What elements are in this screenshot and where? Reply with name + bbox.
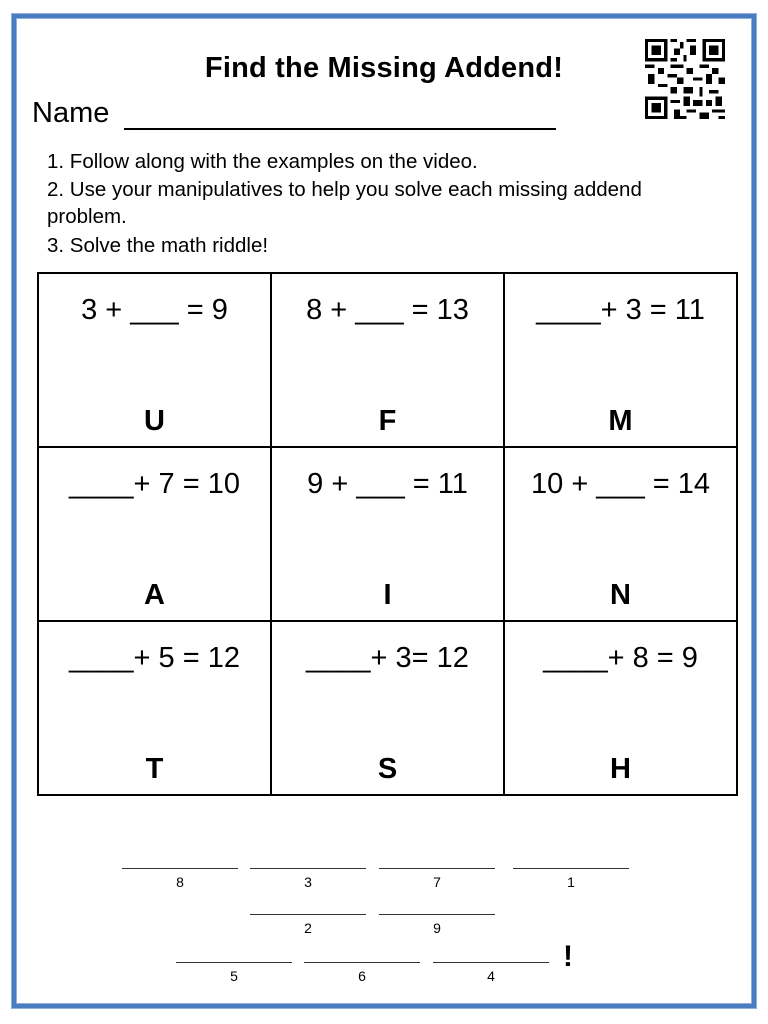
instruction-1: 1. Follow along with the examples on the video. [47,150,478,173]
answer-letter: T [145,753,164,785]
riddle-blank[interactable] [513,868,629,902]
riddle-number: 3 [304,874,312,890]
riddle-blank[interactable] [379,868,495,902]
equation: ____+ 3 = 11 [536,294,705,326]
instruction-2: 2. Use your manipulatives to help you solve each missing addend [47,178,642,201]
problem-cell[interactable] [504,447,737,621]
riddle-blank[interactable] [379,914,495,948]
riddle-blank[interactable] [433,962,549,996]
answer-letter: N [610,579,631,611]
riddle-blank[interactable] [122,868,238,902]
riddle-blank[interactable] [250,868,366,902]
problem-cell[interactable] [271,447,504,621]
name-write-line[interactable] [124,128,556,130]
instruction-2-cont: problem. [47,205,127,228]
equation: ____+ 5 = 12 [69,642,240,674]
riddle-number: 1 [567,874,575,890]
problem-cell[interactable] [38,621,271,795]
equation: 3 + ___ = 9 [81,294,228,326]
name-label: Name [32,97,110,129]
equation: 8 + ___ = 13 [306,294,469,326]
equation: ____+ 7 = 10 [69,468,240,500]
riddle-number: 5 [230,968,238,984]
answer-letter: H [610,753,631,785]
answer-letter: M [608,405,633,437]
equation: ____+ 8 = 9 [543,642,698,674]
problem-cell[interactable] [271,621,504,795]
riddle-number: 2 [304,920,312,936]
riddle-blank[interactable] [176,962,292,996]
equation: 10 + ___ = 14 [531,468,710,500]
answer-letter: F [378,405,397,437]
answer-letter: A [144,579,165,611]
riddle-exclamation: ! [563,940,573,973]
problem-cell[interactable] [504,621,737,795]
answer-letter: U [144,405,165,437]
answer-letter: I [383,579,392,611]
riddle-number: 4 [487,968,495,984]
instruction-3: 3. Solve the math riddle! [47,234,269,257]
problem-cell[interactable] [38,273,271,447]
answer-letter: S [377,753,398,785]
equation: ____+ 3= 12 [306,642,469,674]
problem-cell[interactable] [271,273,504,447]
riddle-number: 7 [433,874,441,890]
riddle-number: 8 [176,874,184,890]
riddle-blank[interactable] [250,914,366,948]
equation: 9 + ___ = 11 [307,468,468,500]
qr-code-icon [645,39,725,119]
problem-cell[interactable] [38,447,271,621]
problem-cell[interactable] [504,273,737,447]
riddle-blank[interactable] [304,962,420,996]
riddle-number: 9 [433,920,441,936]
problem-grid [37,272,738,796]
worksheet-title: Find the Missing Addend! [204,52,564,84]
riddle-number: 6 [358,968,366,984]
